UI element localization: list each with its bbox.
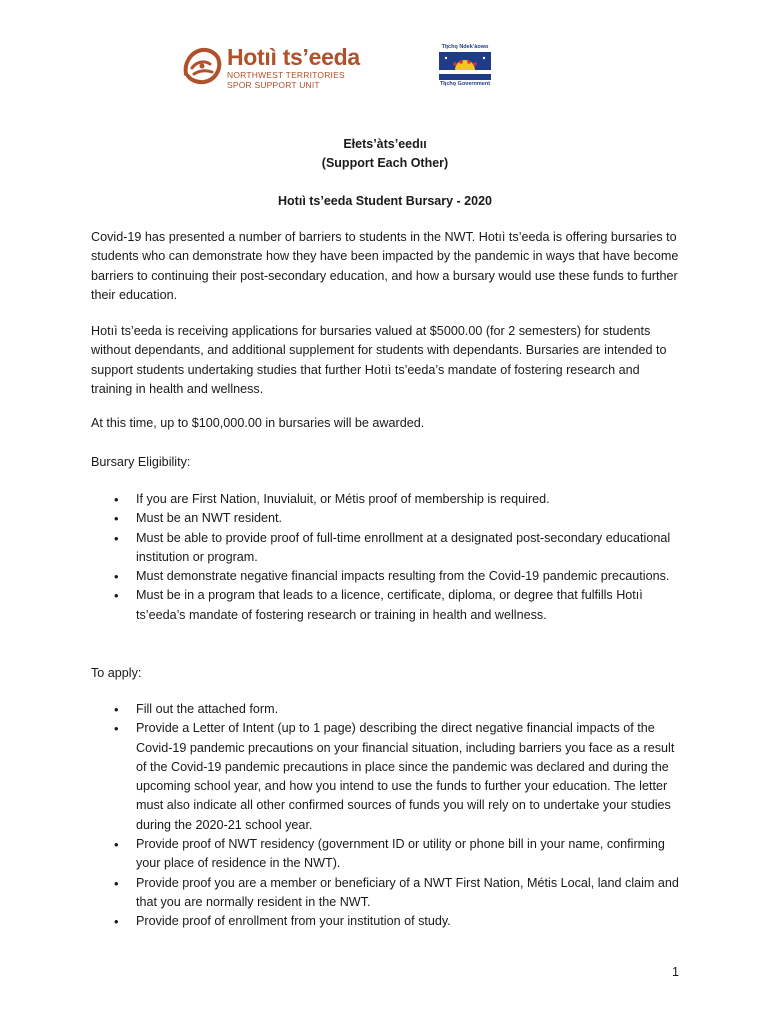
list-item: • Must be able to provide proof of full-time enrollment at a designated post-secondary educational institution or program. (91, 529, 681, 568)
hotii-tseeda-logo (180, 44, 360, 94)
list-item: • Must be in a program that leads to a licence, certificate, diploma, or degree that fulfills Hotıì ts’eeda’s mandate of fostering research or training in health and wellness. (91, 586, 681, 625)
gov-name-top: Tłı̨chǫ Ndek’àowo (441, 44, 489, 50)
list-item: • Provide a Letter of Intent (up to 1 page) describing the direct negative financial impacts of the Covid-19 pandemic precautions on your financial situation, including barriers you face as a result of the Covid-19 pandemic precautions in place since the pandemic was declared and during the upcoming school year, and how you intend to use the funds to further your education. The letter must also indicate all other confirmed sources of funds you will rely on to undertake your studies during the 2020-21 school year. (91, 719, 681, 835)
hands-logo-icon (180, 44, 224, 88)
gov-name-bottom: Tłı̨chǫ Government (439, 81, 491, 87)
award-total-paragraph: At this time, up to $100,000.00 in bursaries will be awarded. (91, 416, 425, 430)
list-item: • Provide proof you are a member or beneficiary of a NWT First Nation, Métis Local, land claim and that you are normally resident in the NWT. (91, 874, 681, 913)
logo-subtitle-2: SPOR SUPPORT UNIT (227, 80, 320, 90)
list-item: • Must demonstrate negative financial impacts resulting from the Covid-19 pandemic precautions. (91, 567, 681, 586)
document-title: Hotıì ts’eeda Student Bursary - 2020 (278, 194, 492, 208)
tlicho-government-logo (438, 44, 492, 88)
eligibility-heading: Bursary Eligibility: (91, 455, 191, 469)
page-number: 1 (672, 965, 679, 979)
title-dene: Ełets’àts’eedıı (343, 137, 427, 151)
title-english: (Support Each Other) (321, 156, 449, 170)
list-item: • Fill out the attached form. (91, 700, 681, 719)
logo-title: Hotıì ts’eeda (227, 44, 360, 70)
flag-icon (439, 52, 491, 80)
apply-heading: To apply: (91, 666, 142, 680)
intro-paragraph: Covid-19 has presented a number of barriers to students in the NWT. Hotıì ts’eeda is offering bursaries to students who can demonstrate how they have been impacted by the pandemic in ways that have become barriers to continuing their post-secondary education, and how a bursary would use these funds to further their education. (91, 230, 679, 302)
logo-subtitle-1: NORTHWEST TERRITORIES (227, 70, 345, 80)
list-item: • Must be an NWT resident. (91, 509, 681, 528)
apply-list (91, 700, 681, 932)
list-item: • Provide proof of enrollment from your institution of study. (91, 912, 681, 931)
bursary-value-paragraph: Hotıì ts’eeda is receiving applications for bursaries valued at $5000.00 (for 2 semesters) for students without dependants, and additional supplement for students with dependants. Bursaries are intended to support students undertaking studies that further Hotıì ts’eeda’s mandate of fostering research and training in health and wellness. (91, 324, 667, 396)
list-item: • If you are First Nation, Inuvialuit, or Métis proof of membership is required. (91, 490, 681, 509)
list-item: • Provide proof of NWT residency (government ID or utility or phone bill in your name, confirming your place of residence in the NWT). (91, 835, 681, 874)
eligibility-list (91, 490, 681, 625)
